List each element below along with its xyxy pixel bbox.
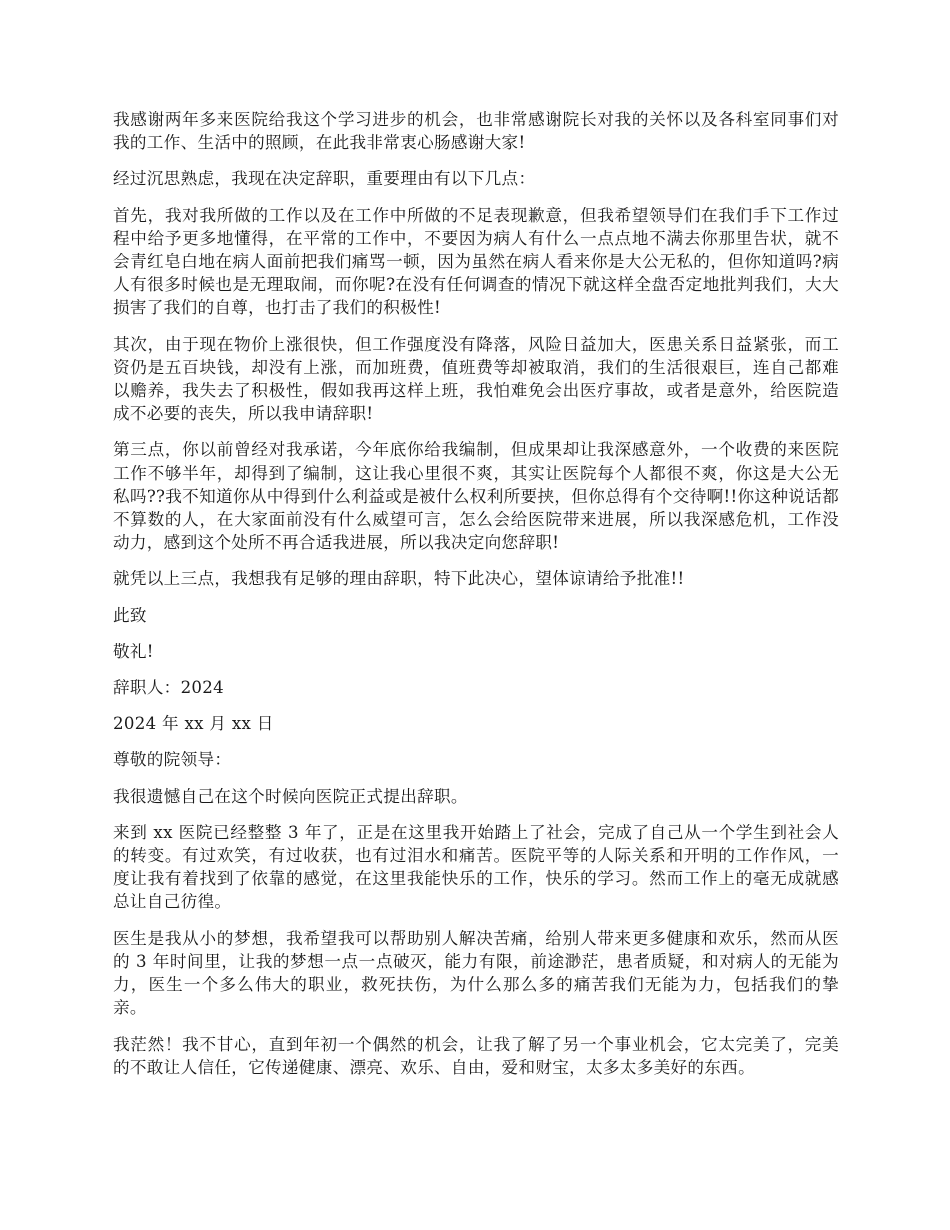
- letter2-greeting: 尊敬的院领导：: [113, 750, 232, 770]
- letter2-intro: 我很遗憾自己在这个时候向医院正式提出辞职。: [113, 786, 468, 806]
- document-body: [113, 108, 839, 1092]
- letter2-paragraph-experience: 来到 xx 医院已经整整 3 年了，正是在这里我开始踏上了社会，完成了自己从一个学生到社会人的转变。有过欢笑，有过收获，也有过泪水和痛苦。医院平等的人际关系和开明的工作作风，一度让我有着找到了依靠的感觉，在这里我能快乐的工作，快乐的学习。然而工作上的毫无成就感总让自己彷徨。: [113, 822, 839, 912]
- paragraph-request: 就凭以上三点，我想我有足够的理由辞职，特下此决心，望体谅请给予批准!!: [113, 569, 685, 589]
- letter2-paragraph-dream: 医生是我从小的梦想，我希望我可以帮助别人解决苦痛，给别人带来更多健康和欢乐，然而从医的 3 年时间里，让我的梦想一点一点破灭，能力有限，前途渺茫，患者质疑，和对病人的无能为力，医生一个多么伟大的职业，救死扶伤，为什么那么多的痛苦我们无能为力，包括我们的挚亲。: [113, 928, 839, 1018]
- paragraph-reason-third: 第三点，你以前曾经对我承诺，今年底你给我编制，但成果却让我深感意外，一个收费的来医院工作不够半年，却得到了编制，这让我心里很不爽，其实让医院每个人都很不爽，你这是大公无私吗??我不知道你从中得到什么利益或是被什么权利所要挟，但你总得有个交待啊!!你这种说话都不算数的人，在大家面前没有什么威望可言，怎么会给医院带来进展，所以我深感危机，工作没动力，感到这个处所不再合适我进展，所以我决定向您辞职!: [113, 440, 839, 553]
- date-line: 2024 年 xx 月 xx 日: [113, 714, 274, 734]
- paragraph-thanks: 我感谢两年多来医院给我这个学习进步的机会，也非常感谢院长对我的关怀以及各科室同事们对我的工作、生活中的照顾，在此我非常衷心肠感谢大家!: [113, 110, 839, 153]
- paragraph-reason-second: 其次，由于现在物价上涨很快，但工作强度没有降落，风险日益加大，医患关系日益紧张，而工资仍是五百块钱，却没有上涨，而加班费，值班费等却被取消，我们的生活很艰巨，连自己都难以赡养，我失去了积极性，假如我再这样上班，我怕难免会出医疗事故，或者是意外，给医院造成不必要的丧失，所以我申请辞职!: [113, 334, 839, 424]
- closing-regards: 敬礼!: [113, 641, 154, 661]
- letter2-paragraph-opportunity: 我茫然！我不甘心，直到年初一个偶然的机会，让我了解了另一个事业机会，它太完美了，完美的不敢让人信任，它传递健康、漂亮、欢乐、自由，爱和财宝，太多太多美好的东西。: [113, 1034, 839, 1077]
- closing-salutation: 此致: [113, 605, 147, 625]
- paragraph-reason-first: 首先，我对我所做的工作以及在工作中所做的不足表现歉意，但我希望领导们在我们手下工作过程中给予更多地懂得，在平常的工作中，不要因为病人有什么一点点地不满去你那里告状，就不会青红皂白地在病人面前把我们痛骂一顿，因为虽然在病人看来你是大公无私的，但你知道吗?病人有很多时候也是无理取闹，而你呢?在没有任何调查的情况下就这样全盘否定地批判我们，大大损害了我们的自尊，也打击了我们的积极性!: [113, 205, 839, 318]
- paragraph-decision: 经过沉思熟虑，我现在决定辞职，重要理由有以下几点：: [113, 169, 536, 189]
- signature-line: 辞职人：2024: [113, 678, 225, 698]
